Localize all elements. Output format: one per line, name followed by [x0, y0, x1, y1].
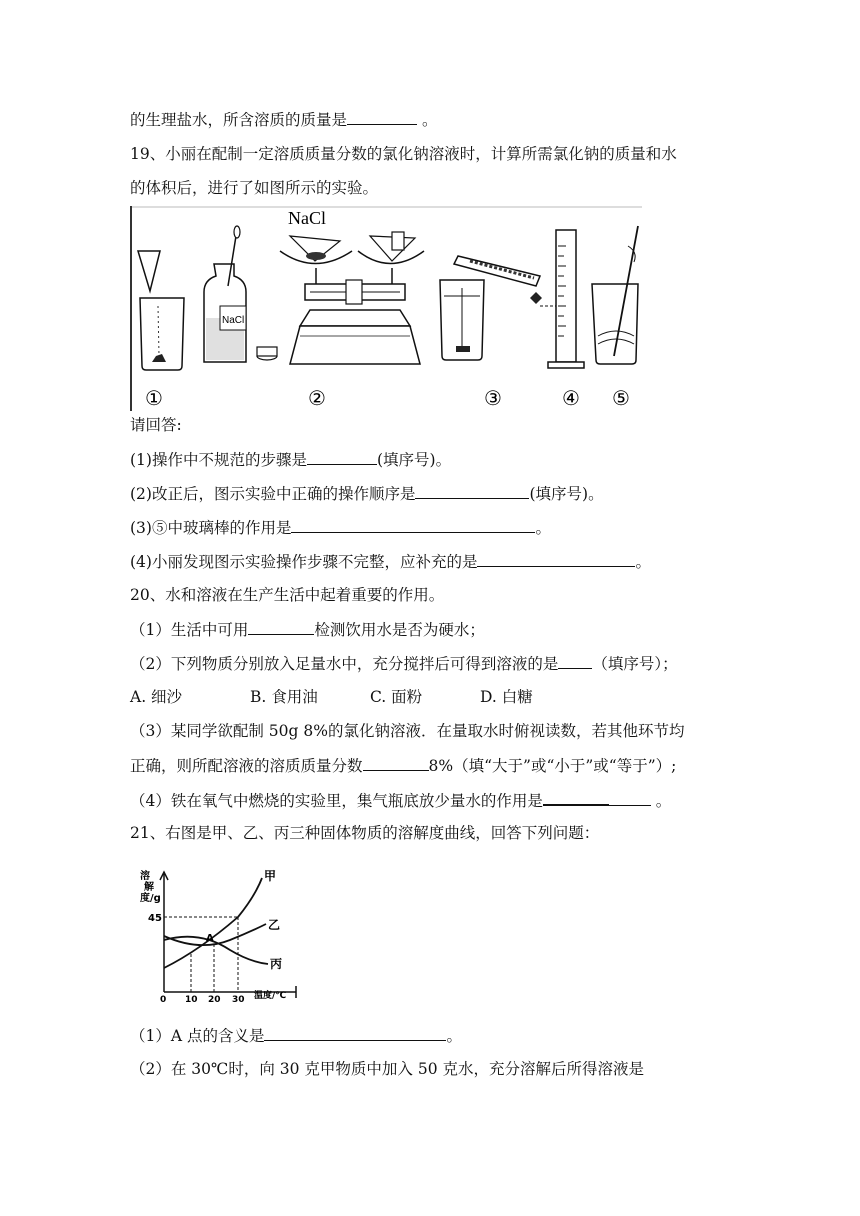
q19-prompt: 请回答: [130, 416, 182, 434]
q20-sub4: （4）铁在氧气中燃烧的实验里，集气瓶底放少量水的作用是 。 [130, 788, 671, 812]
y-tick-45: 45 [148, 913, 162, 924]
option-c[interactable]: C. 面粉 [370, 688, 423, 706]
q20-options [130, 686, 533, 708]
series-yi: 乙 [268, 918, 281, 932]
y-label-1: 溶 [140, 871, 150, 882]
q19-line1: 19、小丽在配制一定溶质质量分数的氯化钠溶液时，计算所需氯化钠的质量和水 [130, 145, 677, 163]
nacl-top-label: NaCl [288, 208, 326, 228]
top-line-tail: 。 [421, 111, 438, 129]
stirring-beaker-icon [592, 226, 638, 364]
answer-blank[interactable] [543, 788, 609, 806]
x-tick-30: 30 [232, 995, 245, 1003]
answer-blank[interactable] [307, 448, 377, 465]
nacl-bottle-label: NaCl [222, 315, 245, 326]
x-label: 温度/℃ [254, 991, 287, 1001]
q20-title: 20、水和溶液在生产生活中起着重要的作用。 [130, 586, 445, 604]
q20-sub3-line2: 正确，则所配溶液的溶质质量分数 8%（填“大于”或“小于”或“等于”）; [130, 754, 676, 777]
answer-blank[interactable] [477, 550, 635, 567]
top-line [130, 108, 437, 131]
q21-sub2: （2）在 30℃时，向 30 克甲物质中加入 50 克水，充分溶解后所得溶液是 [130, 1060, 645, 1078]
q20-sub1: （1）生活中可用 检测饮用水是否为硬水； [130, 618, 485, 641]
q19-sub4: (4)小丽发现图示实验操作步骤不完整，应补充的是 。 [130, 550, 651, 573]
option-a[interactable]: A. 细沙 [130, 688, 183, 706]
curve-jia [164, 878, 262, 968]
pouring-water-icon [440, 256, 542, 360]
x-tick-0: 0 [160, 995, 167, 1003]
q21-sub1: （1）A 点的含义是 。 [130, 1024, 462, 1047]
top-line-text: 的生理盐水，所含溶质的质量是 [130, 111, 348, 129]
q20-sub2: （2）下列物质分别放入足量水中，充分搅拌后可得到溶液的是 （填序号）； [130, 652, 678, 675]
point-a-label: A [206, 933, 214, 944]
nacl-bottle-icon [204, 226, 277, 362]
step-number-1: ① [145, 386, 163, 410]
answer-blank[interactable] [347, 108, 417, 125]
experiment-figure [130, 206, 642, 411]
answer-blank[interactable] [558, 652, 592, 669]
graduated-cylinder-icon [540, 230, 584, 368]
answer-blank[interactable] [415, 482, 529, 499]
q19-sub1: (1)操作中不规范的步骤是 (填序号)。 [130, 448, 451, 471]
series-jia: 甲 [264, 869, 277, 883]
q19-line2: 的体积后，进行了如图所示的实验。 [130, 179, 379, 197]
answer-blank[interactable] [363, 754, 429, 771]
answer-blank[interactable] [264, 1024, 446, 1041]
option-d[interactable]: D. 白糖 [480, 688, 533, 706]
x-tick-20: 20 [208, 995, 221, 1003]
q20-sub3-line1: （3）某同学欲配制 50g 8%的氯化钠溶液．在量取水时俯视读数，若其他环节均 [130, 722, 685, 740]
answer-blank[interactable] [609, 789, 651, 806]
step-number-2: ② [308, 386, 326, 410]
q19-sub3: (3)⑤中玻璃棒的作用是 。 [130, 516, 551, 539]
q21-title: 21、右图是甲、乙、丙三种固体物质的溶解度曲线，回答下列问题： [130, 824, 600, 842]
step-number-4: ④ [562, 386, 580, 410]
answer-blank[interactable] [291, 516, 535, 533]
answer-blank[interactable] [248, 618, 314, 635]
y-label-3: 度/g [140, 893, 161, 904]
step-number-3: ③ [484, 386, 502, 410]
q19-sub2: (2)改正后，图示实验中正确的操作顺序是 (填序号)。 [130, 482, 604, 505]
step-number-5: ⑤ [612, 386, 630, 410]
step1-beaker-icon [138, 251, 184, 370]
series-bing: 丙 [270, 957, 283, 971]
solubility-chart [140, 868, 310, 1003]
x-tick-10: 10 [185, 995, 198, 1003]
y-label-2: 解 [144, 882, 154, 893]
balance-scale-icon [280, 208, 424, 364]
option-b[interactable]: B. 食用油 [250, 688, 318, 706]
